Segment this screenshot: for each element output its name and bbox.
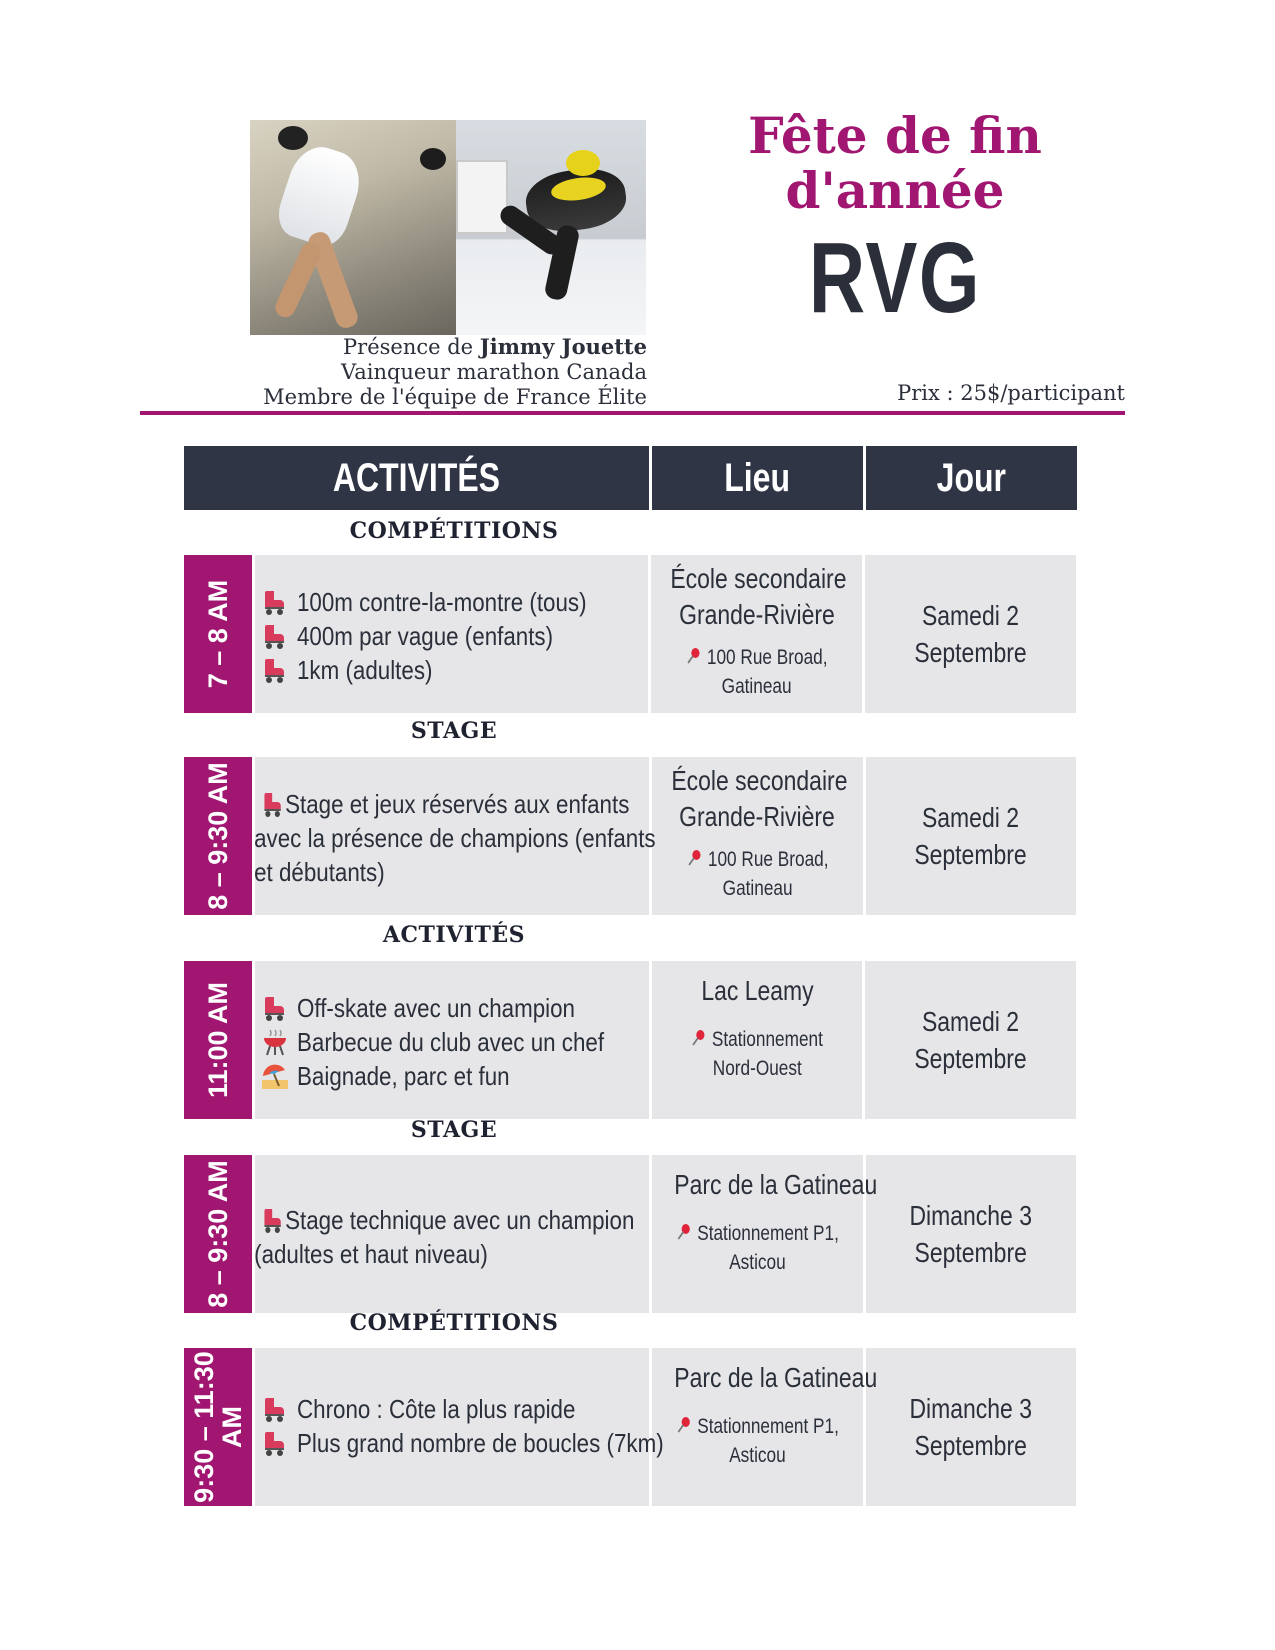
place-cell: Parc de la Gatineau Stationnement P1, Asticou	[649, 1348, 863, 1506]
time-slot: 9:30 – 11:30 AM	[184, 1348, 252, 1506]
section-label: STAGE	[410, 1117, 498, 1143]
pushpin-icon	[676, 1222, 692, 1242]
place-cell: Lac Leamy Stationnement Nord-Ouest	[649, 961, 863, 1119]
schedule-header	[184, 446, 1077, 510]
place-cell: Parc de la Gatineau Stationnement P1, Asticou	[649, 1155, 863, 1313]
guest-info: Présence de Jimmy Jouette Vainqueur marathon Canada Membre de l'équipe de France Élite	[215, 334, 647, 410]
activity-cell	[252, 1348, 664, 1506]
section-label: STAGE	[410, 718, 498, 744]
header-place: Lieu	[652, 446, 866, 510]
day-cell: Samedi 2 Septembre	[863, 757, 1076, 915]
schedule-row	[184, 1155, 1076, 1313]
day-cell: Dimanche 3 Septembre	[863, 1155, 1076, 1313]
skater-photos	[250, 120, 646, 335]
header-activities: ACTIVITÉS	[184, 446, 652, 510]
roller-skate-icon	[261, 622, 289, 650]
place-cell: École secondaire Grande-Rivière 100 Rue Broad, Gatineau	[649, 757, 863, 915]
club-name: RVG	[808, 222, 982, 334]
list-item: Plus grand nombre de boucles (7km)	[261, 1426, 641, 1460]
day-cell: Samedi 2 Septembre	[862, 961, 1076, 1119]
time-slot: 8 – 9:30 AM	[184, 757, 252, 915]
activity-cell	[252, 961, 649, 1119]
page-title: Fête de fin d'année	[748, 106, 1042, 220]
section-label: COMPÉTITIONS	[349, 518, 559, 544]
list-item: 1km (adultes)	[261, 653, 640, 687]
schedule-row	[184, 1348, 1076, 1506]
roller-skate-icon	[261, 588, 289, 616]
pushpin-icon	[686, 848, 702, 868]
list-item: Baignade, parc et fun	[261, 1059, 641, 1093]
photo-inline-skaters	[250, 120, 456, 335]
time-slot: 11:00 AM	[184, 961, 252, 1119]
guest-name: Jimmy Jouette	[479, 334, 647, 359]
activity-text: Stage et jeux réservés aux enfants avec la présence de champions (enfants et débutants)	[253, 789, 656, 887]
header-divider	[140, 411, 1125, 415]
list-item: Chrono : Côte la plus rapide	[261, 1392, 641, 1426]
guest-team: Membre de l'équipe de France Élite	[263, 385, 647, 409]
list-item: 400m par vague (enfants)	[261, 619, 640, 653]
roller-skate-icon	[261, 994, 289, 1022]
activity-cell	[252, 757, 656, 915]
activity-cell	[252, 555, 648, 713]
place-cell: École secondaire Grande-Rivière 100 Rue Broad, Gatineau	[648, 555, 862, 713]
list-item: Off-skate avec un champion	[261, 991, 641, 1025]
pushpin-icon	[686, 646, 702, 666]
price-label: Prix : 25$/participant	[897, 381, 1125, 405]
barbecue-icon	[261, 1028, 289, 1056]
roller-skate-icon	[261, 1429, 289, 1457]
photo-speed-skater	[456, 120, 646, 335]
schedule-row	[184, 757, 1076, 915]
list-item: Barbecue du club avec un chef	[261, 1025, 641, 1059]
list-item: 100m contre-la-montre (tous)	[261, 585, 640, 619]
activity-cell	[252, 1155, 649, 1313]
schedule-row	[184, 961, 1076, 1119]
day-cell: Dimanche 3 Septembre	[863, 1348, 1076, 1506]
header-day: Jour	[866, 446, 1077, 510]
section-label: COMPÉTITIONS	[349, 1310, 559, 1336]
pushpin-icon	[691, 1028, 707, 1048]
pushpin-icon	[676, 1415, 692, 1435]
time-slot: 7 – 8 AM	[184, 555, 252, 713]
beach-umbrella-icon	[261, 1062, 289, 1090]
section-label: ACTIVITÉS	[382, 922, 526, 948]
schedule-row	[184, 555, 1076, 713]
guest-title: Vainqueur marathon Canada	[340, 360, 647, 384]
day-cell: Samedi 2 Septembre	[862, 555, 1076, 713]
activity-text: Stage technique avec un champion (adultes et haut niveau)	[253, 1205, 635, 1269]
time-slot: 8 – 9:30 AM	[184, 1155, 252, 1313]
roller-skate-icon	[261, 656, 289, 684]
roller-skate-icon	[261, 1395, 289, 1423]
